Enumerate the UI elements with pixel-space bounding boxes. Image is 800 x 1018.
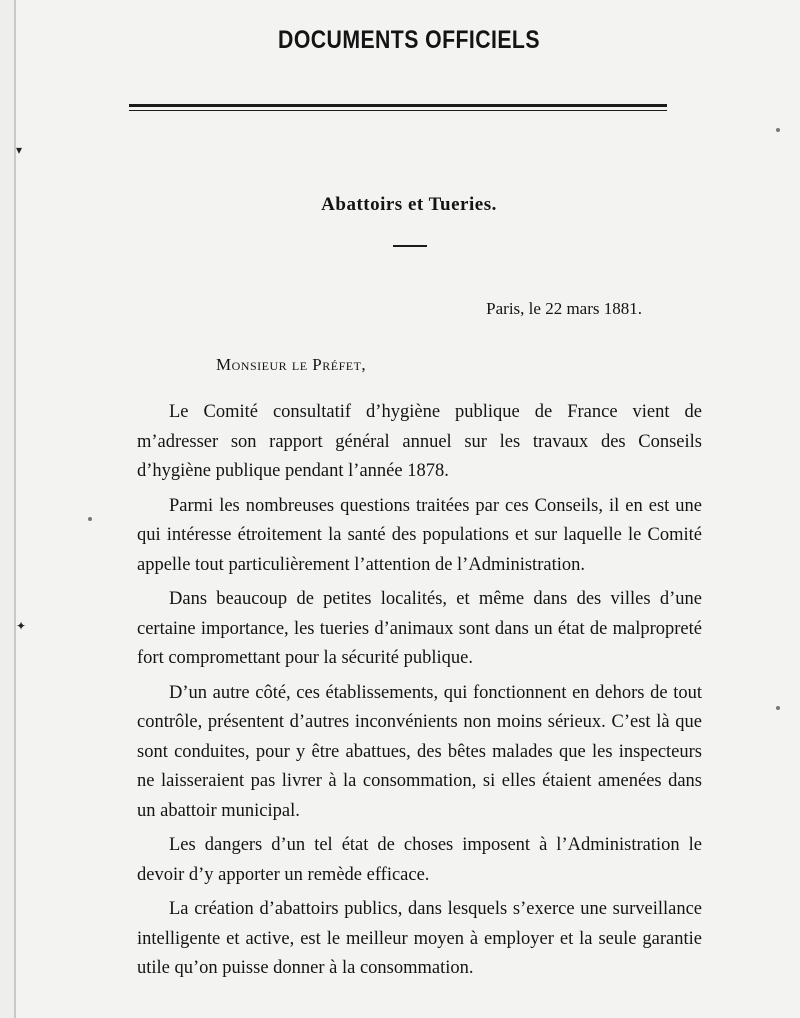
print-speck	[88, 517, 92, 521]
paragraph: Le Comité consultatif d’hygiène publique de France vient de m’adresser son rapport général annuel sur les travaux des Conseils d’hygiène publique pendant l’année 1878.	[137, 402, 702, 481]
document-page	[14, 0, 800, 1018]
section-divider	[393, 245, 427, 247]
print-speck	[776, 706, 780, 710]
binding-mark: ✦	[16, 619, 27, 633]
paragraph: La création d’abattoirs publics, dans lesquels s’exerce une surveillance intelligente et active, est le meilleur moyen à employer et la seule garantie utile qu’on puisse donner à la consommation.	[137, 899, 702, 978]
binding-mark: ▾	[16, 143, 23, 157]
paragraph: Dans beaucoup de petites localités, et même dans des villes d’une certaine importance, les tueries d’animaux sont dans un état de malpropreté fort compromettant pour la sécurité publique.	[137, 589, 702, 668]
paragraph: Les dangers d’un tel état de choses imposent à l’Administration le devoir d’y apporter un remède efficace.	[137, 835, 702, 885]
print-speck	[776, 128, 780, 132]
letter-salutation: Monsieur le Préfet,	[216, 355, 367, 374]
paragraph: D’un autre côté, ces établissements, qui fonctionnent en dehors de tout contrôle, présentent d’autres inconvénients non moins sérieux. C’est là que sont conduites, pour y être abattues, des bêtes malades que les inspecteurs ne laisseraient pas livrer à la consommation, si elles étaient amenées dans un abattoir municipal.	[137, 682, 702, 821]
letter-body	[137, 398, 702, 989]
section-title: Abattoirs et Tueries.	[321, 194, 497, 215]
header-rule-thin	[129, 110, 667, 111]
header-rule-thick	[129, 104, 667, 107]
paragraph: Parmi les nombreuses questions traitées par ces Conseils, il en est une qui intéresse étroitement la santé des populations et sur laquelle le Comité appelle tout particulièrement l’attention de l’Administration.	[137, 495, 702, 575]
letter-date: Paris, le 22 mars 1881.	[486, 299, 642, 318]
page-header-title: DOCUMENTS OFFICIELS	[278, 26, 540, 54]
